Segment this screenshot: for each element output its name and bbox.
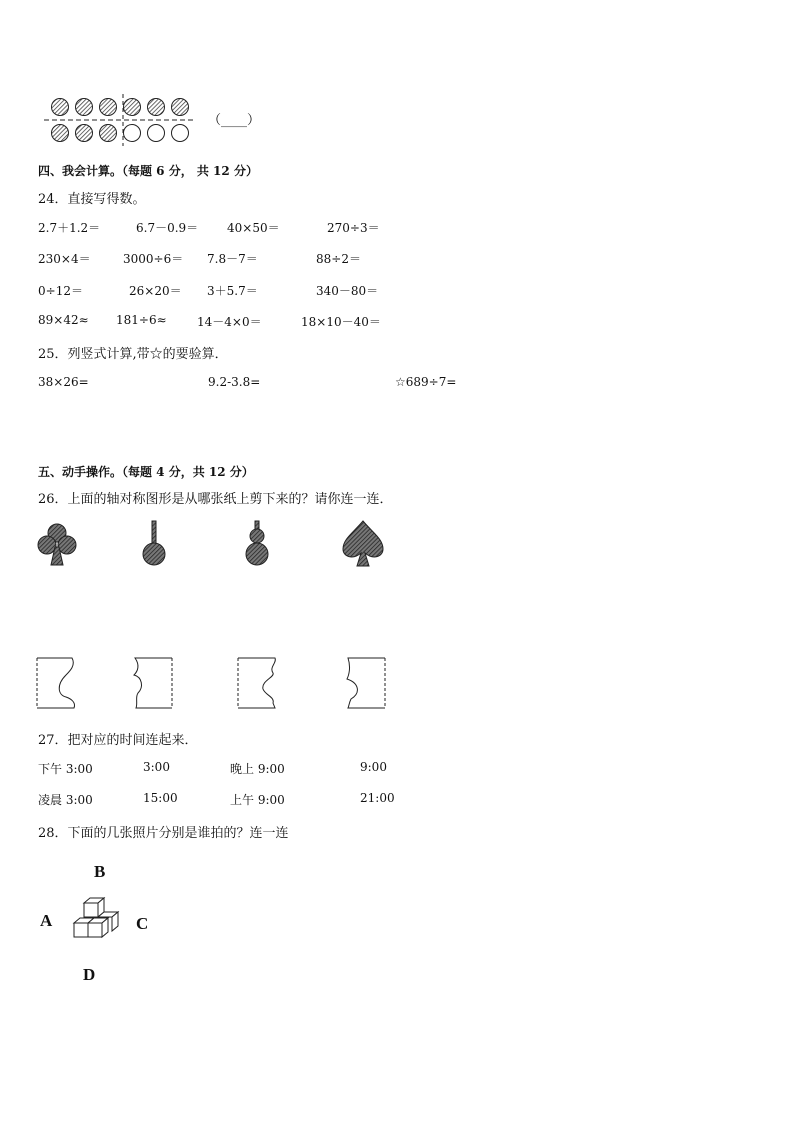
label-c: C (136, 914, 149, 933)
calc-item: 40×50＝ (227, 221, 280, 235)
calc-item: 3＋5.7＝ (207, 284, 258, 298)
q24-prompt: 24．直接写得数。 (38, 192, 146, 207)
answer-blank[interactable]: （____） (208, 113, 261, 128)
calc-item: 6.7－0.9＝ (136, 221, 199, 235)
time-item[interactable]: 下午 3:00 (38, 762, 93, 776)
calc-item: 3000÷6＝ (123, 252, 184, 266)
label-d: D (83, 965, 96, 984)
time-item[interactable]: 15:00 (143, 791, 178, 805)
section4-title: 四、我会计算。（每题 6 分， 共 12 分） (38, 164, 258, 178)
circle-grouping-figure (44, 94, 194, 146)
club-shape (36, 521, 78, 567)
time-item[interactable]: 9:00 (360, 760, 387, 774)
folded-paper-2[interactable] (132, 657, 174, 709)
vertical-calc-item: 38×26= (38, 375, 89, 389)
vertical-calc-item: ☆689÷7= (395, 375, 457, 389)
section5-title: 五、动手操作。（每题 4 分，共 12 分） (38, 465, 254, 479)
lollipop-shape (140, 521, 168, 567)
calc-item: 2.7＋1.2＝ (38, 221, 101, 235)
label-a: A (40, 911, 53, 930)
cube-stack-figure (70, 897, 122, 949)
spade-shape (341, 519, 385, 569)
folded-paper-4[interactable] (345, 657, 387, 709)
calc-item: 340－80＝ (316, 284, 379, 298)
label-b: B (94, 862, 106, 881)
calc-item: 89×42≈ (38, 313, 89, 327)
folded-paper-1[interactable] (36, 657, 78, 709)
calc-item: 14－4×0＝ (197, 315, 262, 329)
calc-item: 181÷6≈ (116, 313, 167, 327)
calc-item: 18×10－40＝ (301, 315, 381, 329)
q28-prompt: 28．下面的几张照片分别是谁拍的？连一连 (38, 826, 289, 841)
vertical-calc-item: 9.2-3.8= (208, 375, 261, 389)
time-item[interactable]: 晚上 9:00 (230, 762, 285, 776)
calc-item: 26×20＝ (129, 284, 182, 298)
calc-item: 7.8－7＝ (207, 252, 258, 266)
time-item[interactable]: 上午 9:00 (230, 793, 285, 807)
q26-prompt: 26．上面的轴对称图形是从哪张纸上剪下来的？请你连一连． (38, 492, 393, 507)
time-item[interactable]: 凌晨 3:00 (38, 793, 93, 807)
calc-item: 230×4＝ (38, 252, 91, 266)
calc-item: 0÷12＝ (38, 284, 83, 298)
q25-prompt: 25．列竖式计算,带☆的要验算． (38, 347, 228, 362)
gourd-shape (243, 521, 271, 567)
calc-item: 88÷2＝ (316, 252, 361, 266)
q27-prompt: 27．把对应的时间连起来． (38, 733, 198, 748)
time-item[interactable]: 3:00 (143, 760, 170, 774)
calc-item: 270÷3＝ (327, 221, 380, 235)
time-item[interactable]: 21:00 (360, 791, 395, 805)
folded-paper-3[interactable] (237, 657, 279, 709)
